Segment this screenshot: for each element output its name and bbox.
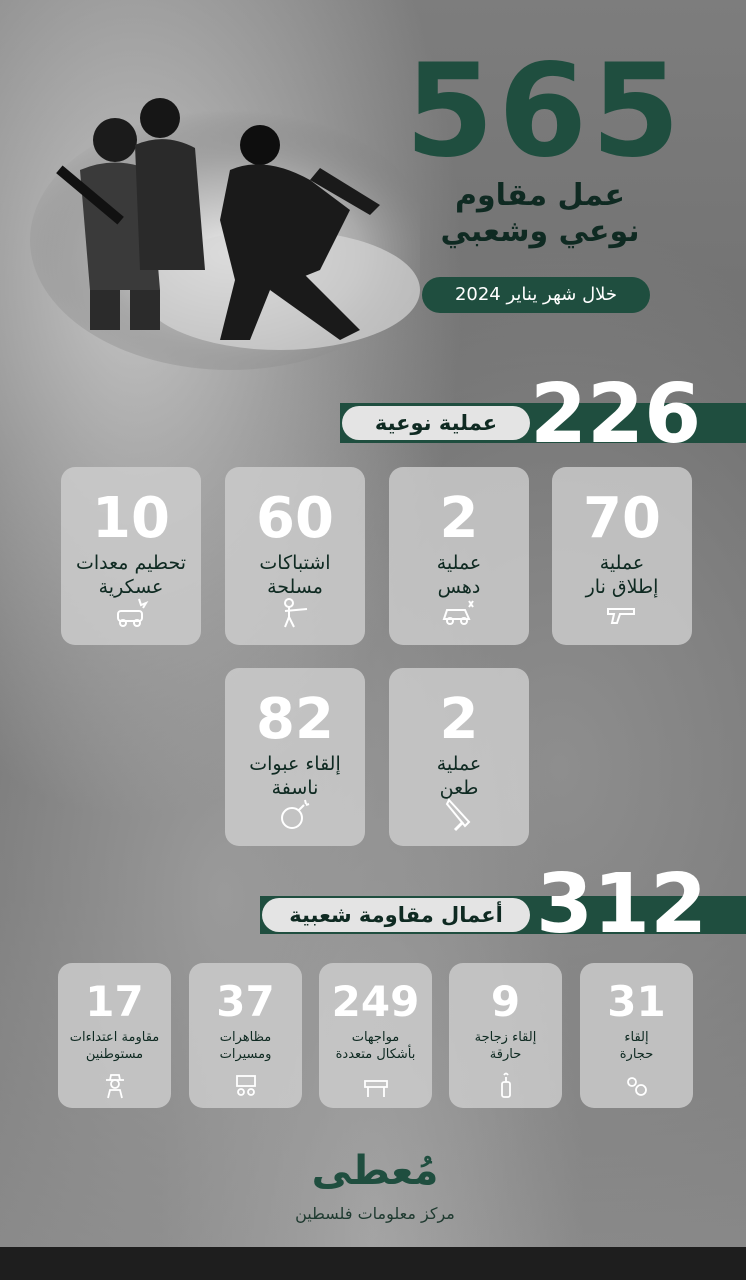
card-value: 31 bbox=[607, 977, 666, 1026]
card-molotov bbox=[449, 963, 562, 1108]
card-label-line1: مظاهرات bbox=[219, 1030, 272, 1045]
card-label-line2: ومسيرات bbox=[219, 1047, 272, 1062]
card-value: 249 bbox=[331, 977, 420, 1026]
card-label-line2: بأشكال متعددة bbox=[335, 1047, 416, 1062]
card-label-line2: عسكرية bbox=[98, 576, 164, 598]
stones-icon bbox=[623, 1072, 651, 1100]
card-label-line1: تحطيم معدات bbox=[75, 552, 187, 574]
brand-logo: مُعطى bbox=[311, 1148, 439, 1194]
card-shooting bbox=[552, 467, 692, 645]
barrier-icon bbox=[362, 1072, 390, 1100]
card-label-line2: إطلاق نار bbox=[585, 576, 659, 598]
card-label bbox=[58, 1029, 171, 1063]
card-label bbox=[449, 1029, 562, 1063]
card-label bbox=[580, 1029, 693, 1063]
period-badge: خلال شهر يناير 2024 bbox=[422, 277, 650, 313]
headline-line2: نوعي وشعبي bbox=[440, 214, 640, 249]
card-label bbox=[225, 551, 365, 599]
card-label-line1: عملية bbox=[599, 552, 645, 574]
section-label-quality: عملية نوعية bbox=[342, 406, 530, 440]
card-label bbox=[189, 1029, 302, 1063]
fighters-photo bbox=[20, 40, 420, 370]
card-label-line2: مستوطنين bbox=[85, 1047, 144, 1062]
card-label-line1: إلقاء زجاجة bbox=[474, 1030, 537, 1045]
card-label bbox=[389, 551, 529, 599]
soldier-icon bbox=[277, 595, 313, 631]
vehicle-explosion-icon bbox=[113, 595, 149, 631]
protest-icon bbox=[232, 1072, 260, 1100]
card-label-line2: دهس bbox=[437, 576, 481, 598]
card-label-line2: مسلحة bbox=[267, 576, 323, 598]
settler-icon bbox=[101, 1072, 129, 1100]
section-total-popular: 312 bbox=[536, 857, 708, 952]
card-label bbox=[61, 551, 201, 599]
headline bbox=[410, 178, 670, 250]
card-label-line2: طعن bbox=[439, 777, 479, 799]
headline-line1: عمل مقاوم bbox=[455, 178, 625, 213]
card-label bbox=[552, 551, 692, 599]
card-stone-throwing bbox=[580, 963, 693, 1108]
card-protests bbox=[189, 963, 302, 1108]
card-value: 37 bbox=[216, 977, 275, 1026]
card-value: 2 bbox=[439, 687, 479, 752]
card-value: 82 bbox=[256, 687, 334, 752]
card-confrontations bbox=[319, 963, 432, 1108]
card-settler-resistance bbox=[58, 963, 171, 1108]
card-stabbing bbox=[389, 668, 529, 846]
card-value: 2 bbox=[439, 486, 479, 551]
knife-icon bbox=[441, 796, 477, 832]
card-label-line1: إلقاء bbox=[624, 1030, 649, 1045]
card-label-line2: حجارة bbox=[619, 1047, 654, 1062]
footer-bar bbox=[0, 1247, 746, 1280]
card-ramming bbox=[389, 467, 529, 645]
card-label bbox=[225, 752, 365, 800]
card-label bbox=[389, 752, 529, 800]
brand-subtitle: مركز معلومات فلسطين bbox=[295, 1204, 455, 1223]
card-explosives bbox=[225, 668, 365, 846]
car-ramming-icon bbox=[441, 595, 477, 631]
card-value: 17 bbox=[85, 977, 144, 1026]
gun-icon bbox=[604, 595, 640, 631]
card-label-line2: ناسفة bbox=[271, 777, 319, 799]
card-label-line2: حارقة bbox=[489, 1047, 522, 1062]
card-label-line1: عملية bbox=[436, 552, 482, 574]
card-value: 10 bbox=[92, 486, 170, 551]
card-armed-clashes bbox=[225, 467, 365, 645]
card-label-line1: عملية bbox=[436, 753, 482, 775]
card-label-line1: اشتباكات bbox=[259, 552, 331, 574]
total-actions-number: 565 bbox=[405, 37, 685, 186]
section-total-quality: 226 bbox=[530, 367, 702, 462]
card-value: 60 bbox=[256, 486, 334, 551]
card-label-line1: إلقاء عبوات bbox=[249, 753, 341, 775]
section-label-popular: أعمال مقاومة شعبية bbox=[262, 898, 530, 932]
card-value: 70 bbox=[583, 486, 661, 551]
card-label-line1: مقاومة اعتداءات bbox=[69, 1030, 160, 1045]
bomb-icon bbox=[277, 796, 313, 832]
card-label-line1: مواجهات bbox=[351, 1030, 400, 1045]
molotov-icon bbox=[492, 1072, 520, 1100]
card-label bbox=[319, 1029, 432, 1063]
card-equipment-destruction bbox=[61, 467, 201, 645]
card-value: 9 bbox=[490, 977, 521, 1026]
